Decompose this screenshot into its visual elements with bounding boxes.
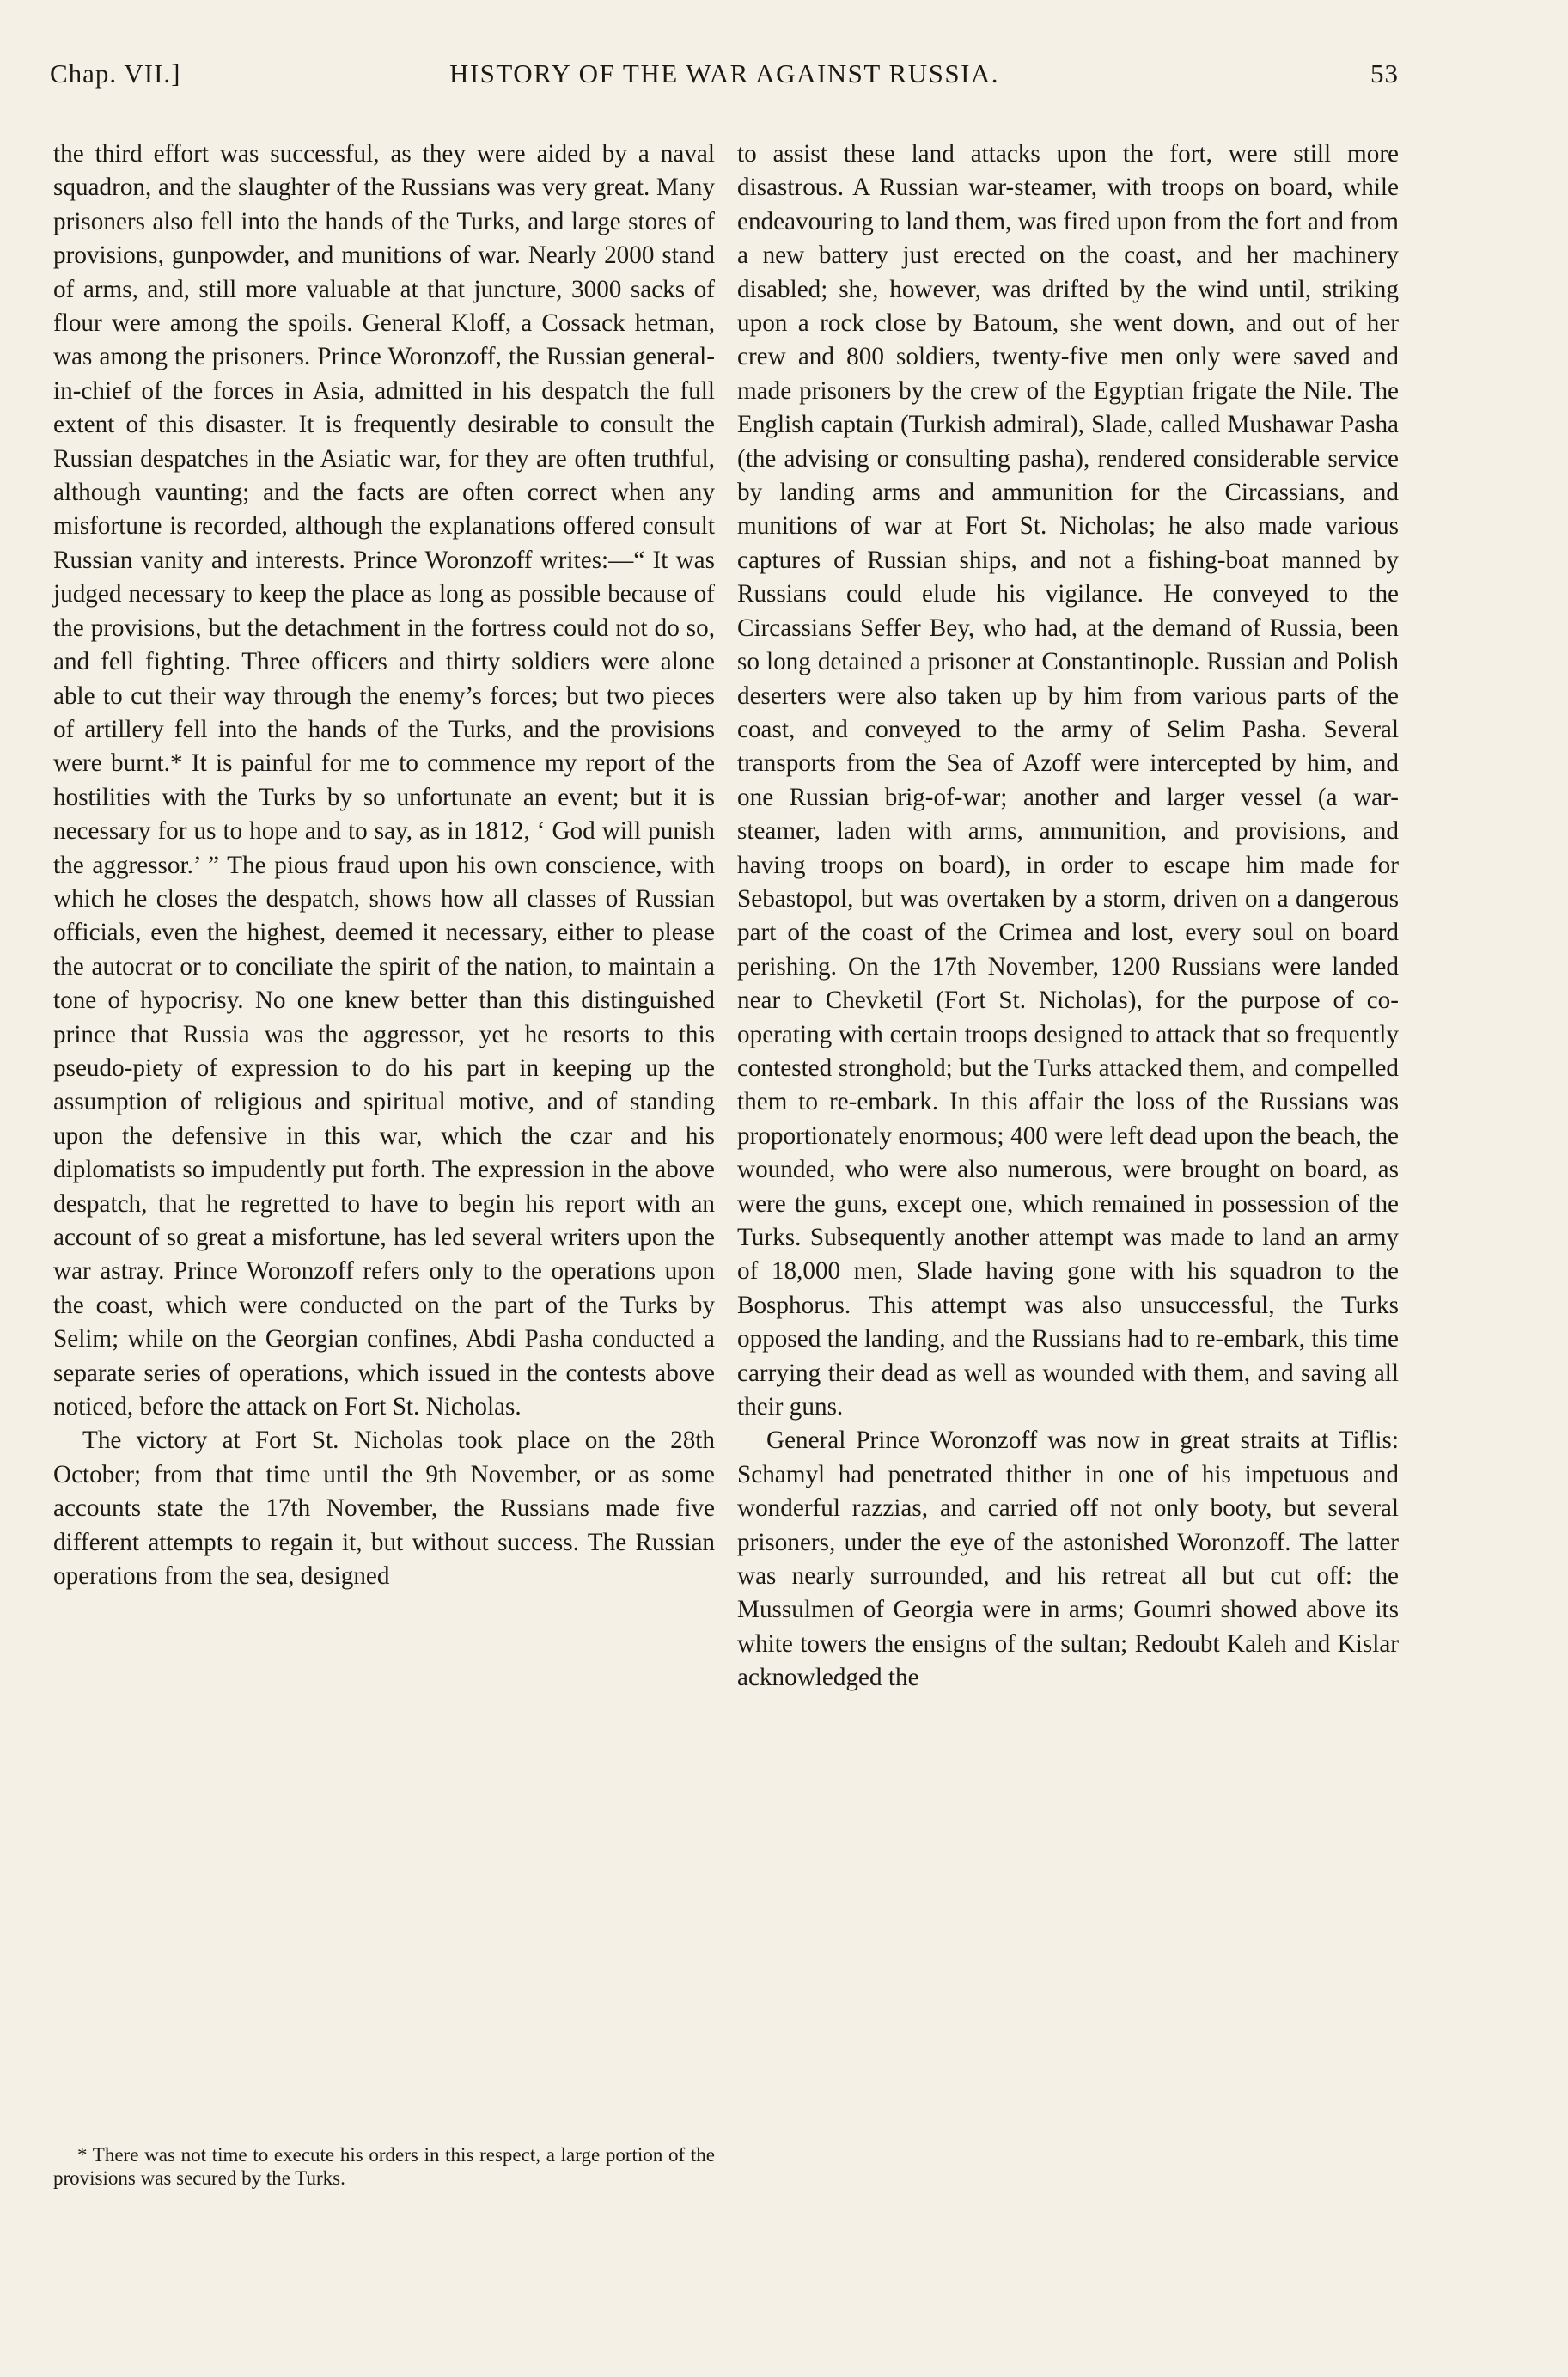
running-title: HISTORY OF THE WAR AGAINST RUSSIA. [448,58,1000,89]
right-paragraph-1: to assist these land attacks upon the fort, were still more disastrous. A Russian war-steamer, with troops on board, while endeavouring to land them, was fired upon from the fort and from a new battery just erected on the coast, and her machinery disabled; she, however, was drifted by the wind until, striking upon a rock close by Batoum, she went down, and out of her crew and 800 soldiers, twenty-five men only were saved and made prisoners by the crew of the Egyptian frigate the Nile. The English captain (Turkish admiral), Slade, called Mushawar Pasha (the advising or consulting pasha), rendered considerable service by landing arms and ammunition for the Circassians, and munitions of war at Fort St. Nicholas; he also made various captures of Russian ships, and not a fishing-boat manned by Russians could elude his vigilance. He conveyed to the Circassians Seffer Bey, who had, at the demand of Russia, been so long detained a prisoner at Constantinople. Russian and Polish deserters were also taken up by him from various parts of the coast, and conveyed to the army of Selim Pasha. Several transports from the Sea of Azoff were intercepted by him, and one Russian brig-of-war; another and larger vessel (a war-steamer, laden with arms, ammunition, and provisions, and having troops on board), in order to escape him made for Sebastopol, but was overtaken by a storm, driven on a dangerous part of the coast of the Crimea and lost, every soul on board perishing. On the 17th November, 1200 Russians were landed near to Chevketil (Fort St. Nicholas), for the purpose of co-operating with certain troops designed to attack that so frequently contested stronghold; but the Turks attacked them, and compelled them to re-embark. In this affair the loss of the Russians was proportionately enormous; 400 were left dead upon the beach, the wounded, who were also numerous, were brought on board, as were the guns, except one, which remained in possession of the Turks. Subsequently another attempt was made to land an army of 18,000 men, Slade having gone with his squadron to the Bosphorus. This attempt was also unsuccessful, the Turks opposed the landing, and the Russians had to re-embark, this time carrying their dead as well as wounded with them, and saving all their guns. [737,140,1400,1421]
right-column [737,137,1399,1696]
left-column [53,137,715,1593]
footnote: * There was not time to execute his orders in this respect, a large portion of the provisions was secured by the Turks. [53,2144,715,2189]
left-paragraph-2: The victory at Fort St. Nicholas took place on the 28th October; from that time until the 9th November, or as some accounts state the 17th November, the Russians made five different attempts to regain it, but without success. The Russian operations from the sea, designed [53,1427,715,1591]
running-header [50,58,1399,101]
chapter-label: Chap. VII.] [50,58,181,89]
right-paragraph-2: General Prince Woronzoff was now in great straits at Tiflis: Schamyl had penetrated thither in one of his impetuous and wonderful razzias, and carried off not only booty, but several prisoners, under the eye of the astonished Woronzoff. The latter was nearly surrounded, and his retreat all but cut off: the Mussulmen of Georgia were in arms; Goumri showed above its white towers the ensigns of the sultan; Redoubt Kaleh and Kislar acknowledged the [737,1427,1399,1692]
left-paragraph-1: the third effort was successful, as they were aided by a naval squadron, and the slaughter of the Russians was very great. Many prisoners also fell into the hands of the Turks, and large stores of provisions, gunpowder, and munitions of war. Nearly 2000 stand of arms, and, still more valuable at that juncture, 3000 sacks of flour were among the spoils. General Kloff, a Cossack hetman, was among the prisoners. Prince Woronzoff, the Russian general-in-chief of the forces in Asia, admitted in his despatch the full extent of this disaster. It is frequently desirable to consult the Russian despatches in the Asiatic war, for they are often truthful, although vaunting; and the facts are often correct when any misfortune is recorded, although the explanations offered consult Russian vanity and interests. Prince Woronzoff writes:—“ It was judged necessary to keep the place as long as possible because of the provisions, but the detachment in the fortress could not do so, and fell fighting. Three officers and thirty soldiers were alone able to cut their way through the enemy’s forces; but two pieces of artillery fell into the hands of the Turks, and the provisions were burnt.* It is painful for me to commence my report of the hostilities with the Turks by so unfortunate an event; but it is necessary for us to hope and to say, as in 1812, ‘ God will punish the aggressor.’ ” The pious fraud upon his own conscience, with which he closes the despatch, shows how all classes of Russian officials, even the highest, deemed it necessary, either to please the autocrat or to conciliate the spirit of the nation, to maintain a tone of hypocrisy. No one knew better than this distinguished prince that Russia was the aggressor, yet he resorts to this pseudo-piety of expression to do his part in keeping up the assumption of religious and spiritual motive, and of standing upon the defensive in this war, which the czar and his diplomatists so impudently put forth. The expression in the above despatch, that he regretted to have to begin his report with an account of so great a misfortune, has led several writers upon the war astray. Prince Woronzoff refers only to the operations upon the coast, which were conducted on the part of the Turks by Selim; while on the Georgian confines, Abdi Pasha conducted a separate series of operations, which issued in the contests above noticed, before the attack on Fort St. Nicholas. [53,140,715,1421]
page-number: 53 [1370,58,1399,89]
